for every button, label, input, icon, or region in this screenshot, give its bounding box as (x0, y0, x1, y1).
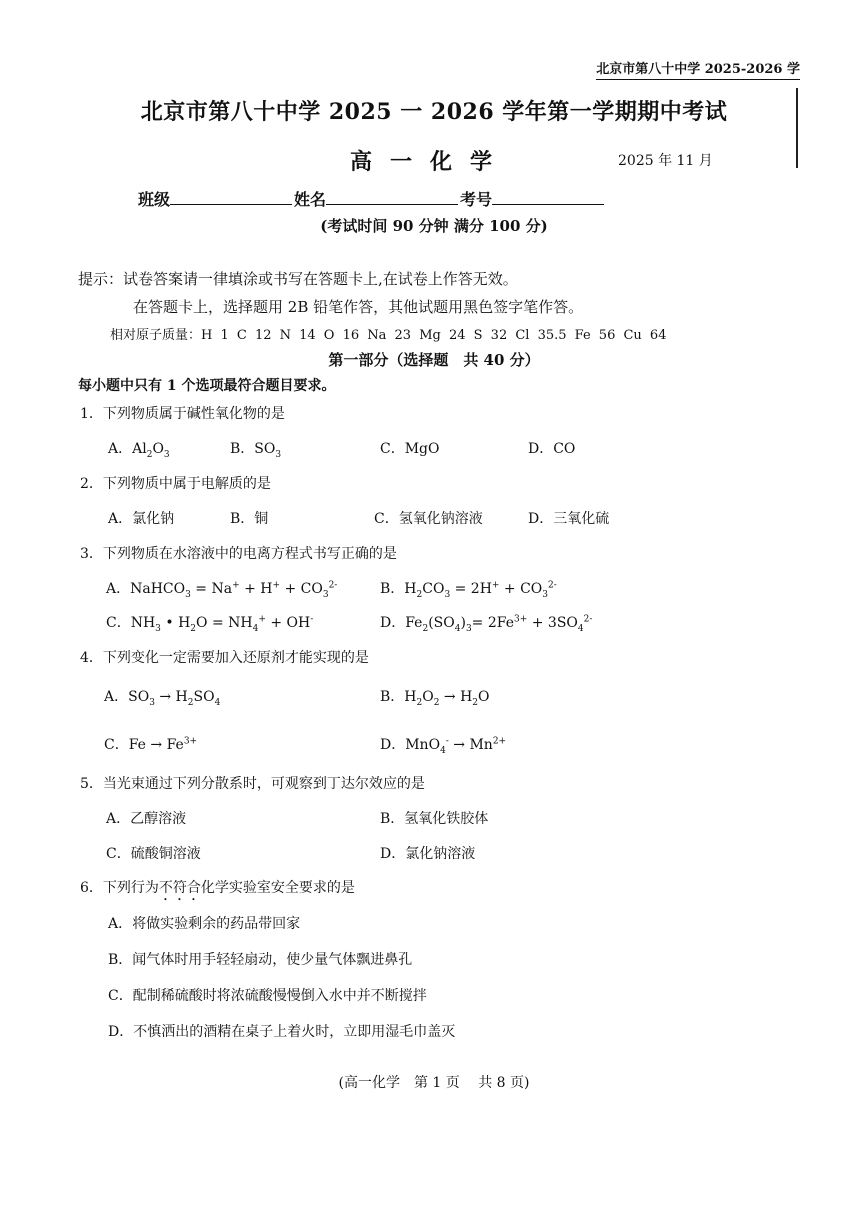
q2-option-b: B．铜 (230, 511, 269, 527)
q6-option-a: A．将做实验剩余的药品带回家 (108, 916, 301, 932)
q4-option-c: C．$Fe \to Fe^{3+}$ (104, 736, 198, 753)
header-tag: 北京市第八十中学 2025-2026 学 (596, 58, 800, 80)
question-1-stem: 1．下列物质属于碱性氧化物的是 (80, 406, 285, 422)
q6-option-c: C．配制稀硫酸时将浓硫酸慢慢倒入水中并不断搅拌 (108, 988, 427, 1004)
exam-info: (考试时间 90 分钟 满分 100 分) (320, 217, 548, 235)
q6-stem-emphasis: 不符合 (158, 880, 201, 896)
page-footer: (高一化学 第 1 页 共 8 页) (338, 1075, 530, 1091)
q4-option-d: D．$MnO_4^- \to Mn^{2+}$ (380, 736, 507, 756)
q6-stem-pre: 6．下列行为 (80, 880, 159, 896)
q6-stem-post: 化学实验室安全要求的是 (200, 880, 355, 896)
number-label: 考号 (460, 190, 493, 209)
q1-option-d: D．CO (528, 441, 576, 457)
q1-option-c: C．MgO (380, 441, 440, 457)
exam-date: 2025 年 11 月 (618, 153, 713, 169)
name-field[interactable] (326, 187, 458, 205)
atomic-masses: 相对原子质量：H 1 C 12 N 14 O 16 Na 23 Mg 24 S 32 Cl 35.5 Fe 56 Cu 64 (110, 328, 667, 343)
q2-option-c: C．氢氧化钠溶液 (374, 511, 483, 527)
hint-line-1: 提示：试卷答案请一律填涂或书写在答题卡上,在试卷上作答无效。 (78, 270, 518, 288)
question-6-stem (80, 877, 355, 904)
part-title: 第一部分（选择题 共 40 分） (328, 351, 540, 369)
q5-option-c: C．硫酸铜溶液 (106, 846, 201, 862)
q6-option-b: B．闻气体时用手轻轻扇动，使少量气体飘进鼻孔 (108, 952, 413, 968)
q1-option-a: A．$Al_2O_3$ (108, 441, 170, 460)
student-info-fields (138, 187, 606, 210)
q5-option-a: A．乙醇溶液 (106, 811, 187, 827)
instruction: 每小题中只有 1 个选项最符合题目要求。 (78, 378, 336, 394)
exam-title: 北京市第八十中学 2025 一 2026 学年第一学期期中考试 (140, 99, 728, 125)
q3-option-d: D．$Fe_2(SO_4)_3= 2Fe^{3+} + 3SO_4^{2-}$ (380, 614, 593, 634)
question-2-stem: 2．下列物质中属于电解质的是 (80, 476, 271, 492)
q1-option-b: B．$SO_3$ (230, 441, 282, 460)
q6-option-d: D．不慎洒出的酒精在桌子上着火时，立即用湿毛巾盖灭 (108, 1024, 456, 1040)
q2-option-d: D．三氧化硫 (528, 511, 610, 527)
question-4-stem: 4．下列变化一定需要加入还原剂才能实现的是 (80, 650, 369, 666)
class-label: 班级 (138, 190, 171, 209)
name-label: 姓名 (294, 190, 327, 209)
q5-option-b: B．氢氧化铁胶体 (380, 811, 489, 827)
number-field[interactable] (492, 187, 604, 205)
q3-option-c: C．$NH_3$ • $H_2O = NH_4^+ + OH^-$ (106, 614, 314, 634)
q3-option-a: A．NaHCO$_3$ = $Na^+ + H^+ + CO_3^{2-}$ (106, 580, 338, 600)
q4-option-b: B．$H_2O_2 \to H_2O$ (380, 689, 490, 708)
q5-option-d: D．氯化钠溶液 (380, 846, 476, 862)
class-field[interactable] (170, 187, 292, 205)
question-3-stem: 3．下列物质在水溶液中的电离方程式书写正确的是 (80, 546, 397, 562)
q3-option-b: B．$H_2CO_3 = 2H^+ + CO_3^{2-}$ (380, 580, 557, 600)
q4-option-a: A．$SO_3 \to H_2SO_4$ (104, 689, 221, 708)
question-5-stem: 5．当光束通过下列分散系时，可观察到丁达尔效应的是 (80, 776, 425, 792)
hint-line-2: 在答题卡上，选择题用 2B 铅笔作答，其他试题用黑色签字笔作答。 (133, 298, 584, 316)
subject-title: 高一化学 (350, 149, 511, 175)
q2-option-a: A．氯化钠 (108, 511, 175, 527)
